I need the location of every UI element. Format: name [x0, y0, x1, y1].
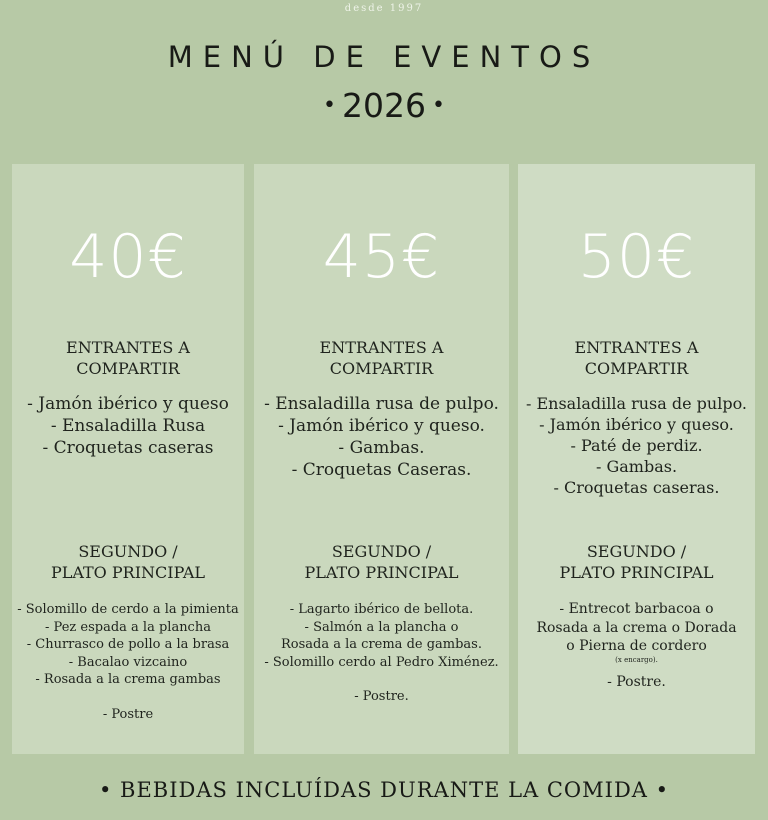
mains-list	[518, 600, 755, 691]
list-item: - Bacalao vizcaino	[68, 654, 188, 670]
list-item: - Entrecot barbacoa o	[559, 601, 714, 617]
list-item: - Salmón a la plancha o	[304, 619, 459, 635]
year-heading	[0, 86, 768, 125]
mains-heading	[12, 541, 244, 583]
heading-line: SEGUNDO /	[331, 542, 432, 561]
heading-line: COMPARTIR	[76, 359, 180, 378]
list-item: - Croquetas caseras	[42, 438, 214, 458]
list-item: - Churrasco de pollo a la brasa	[26, 637, 230, 652]
year-text: 2026	[342, 86, 426, 125]
drinks-included-banner: • BEBIDAS INCLUÍDAS DURANTE LA COMIDA •	[98, 778, 670, 802]
mains-list	[12, 601, 244, 723]
list-item: o Pierna de cordero	[566, 638, 707, 654]
list-item: - Croquetas Caseras.	[291, 460, 472, 480]
heading-line: SEGUNDO /	[78, 542, 178, 561]
mains-list	[254, 601, 509, 706]
list-item: - Jamón ibérico y queso	[27, 394, 229, 414]
list-item: - Rosada a la crema gambas	[35, 672, 221, 687]
list-item: - Pez espada a la plancha	[45, 619, 211, 635]
dessert-item: - Postre	[102, 706, 154, 722]
heading-line: ENTRANTES A	[66, 338, 190, 357]
menu-card-45	[254, 164, 509, 754]
page-title: MENÚ DE EVENTOS	[167, 40, 601, 74]
list-item: - Solomillo cerdo al Pedro Ximénez.	[264, 654, 499, 670]
list-item: - Jamón ibérico y queso.	[278, 416, 485, 436]
heading-line: COMPARTIR	[329, 359, 434, 378]
starters-heading	[254, 337, 509, 379]
list-item: - Gambas.	[338, 438, 425, 458]
starters-heading	[518, 337, 755, 379]
starters-list	[518, 393, 755, 498]
menu-price: 45€	[322, 222, 441, 292]
bullet-left: •	[323, 93, 336, 118]
list-item: - Croquetas caseras.	[553, 478, 720, 497]
heading-line: ENTRANTES A	[574, 338, 699, 357]
list-item: - Lagarto ibérico de bellota.	[289, 602, 474, 617]
starters-list	[12, 393, 244, 459]
starters-list	[254, 393, 509, 481]
list-item: - Jamón ibérico y queso.	[539, 415, 734, 434]
menu-price: 50€	[577, 222, 696, 292]
bullet-right: •	[431, 93, 445, 118]
list-item: - Ensaladilla Rusa	[50, 416, 206, 436]
mains-heading	[254, 541, 509, 583]
heading-line: PLATO PRINCIPAL	[559, 563, 714, 582]
mains-note: (x encargo).	[615, 655, 658, 664]
heading-line: ENTRANTES A	[319, 338, 444, 357]
list-item: - Ensaladilla rusa de pulpo.	[264, 394, 499, 414]
list-item: - Paté de perdiz.	[570, 436, 703, 455]
starters-heading	[12, 337, 244, 379]
menu-card-50	[518, 164, 755, 754]
heading-line: PLATO PRINCIPAL	[304, 563, 459, 582]
heading-line: PLATO PRINCIPAL	[50, 563, 206, 582]
heading-line: SEGUNDO /	[586, 542, 687, 561]
since-tagline: desde 1997	[344, 3, 424, 14]
menu-price: 40€	[69, 222, 187, 292]
dessert-item: - Postre.	[607, 673, 666, 690]
menu-card-40	[12, 164, 244, 754]
mains-heading	[518, 541, 755, 583]
list-item: Rosada a la crema de gambas.	[281, 637, 482, 652]
dessert-item: - Postre.	[354, 689, 409, 704]
list-item: - Solomillo de cerdo a la pimienta	[17, 602, 239, 617]
heading-line: COMPARTIR	[584, 359, 689, 378]
list-item: - Ensaladilla rusa de pulpo.	[525, 394, 748, 413]
list-item: Rosada a la crema o Dorada	[536, 619, 737, 636]
list-item: - Gambas.	[595, 457, 678, 476]
